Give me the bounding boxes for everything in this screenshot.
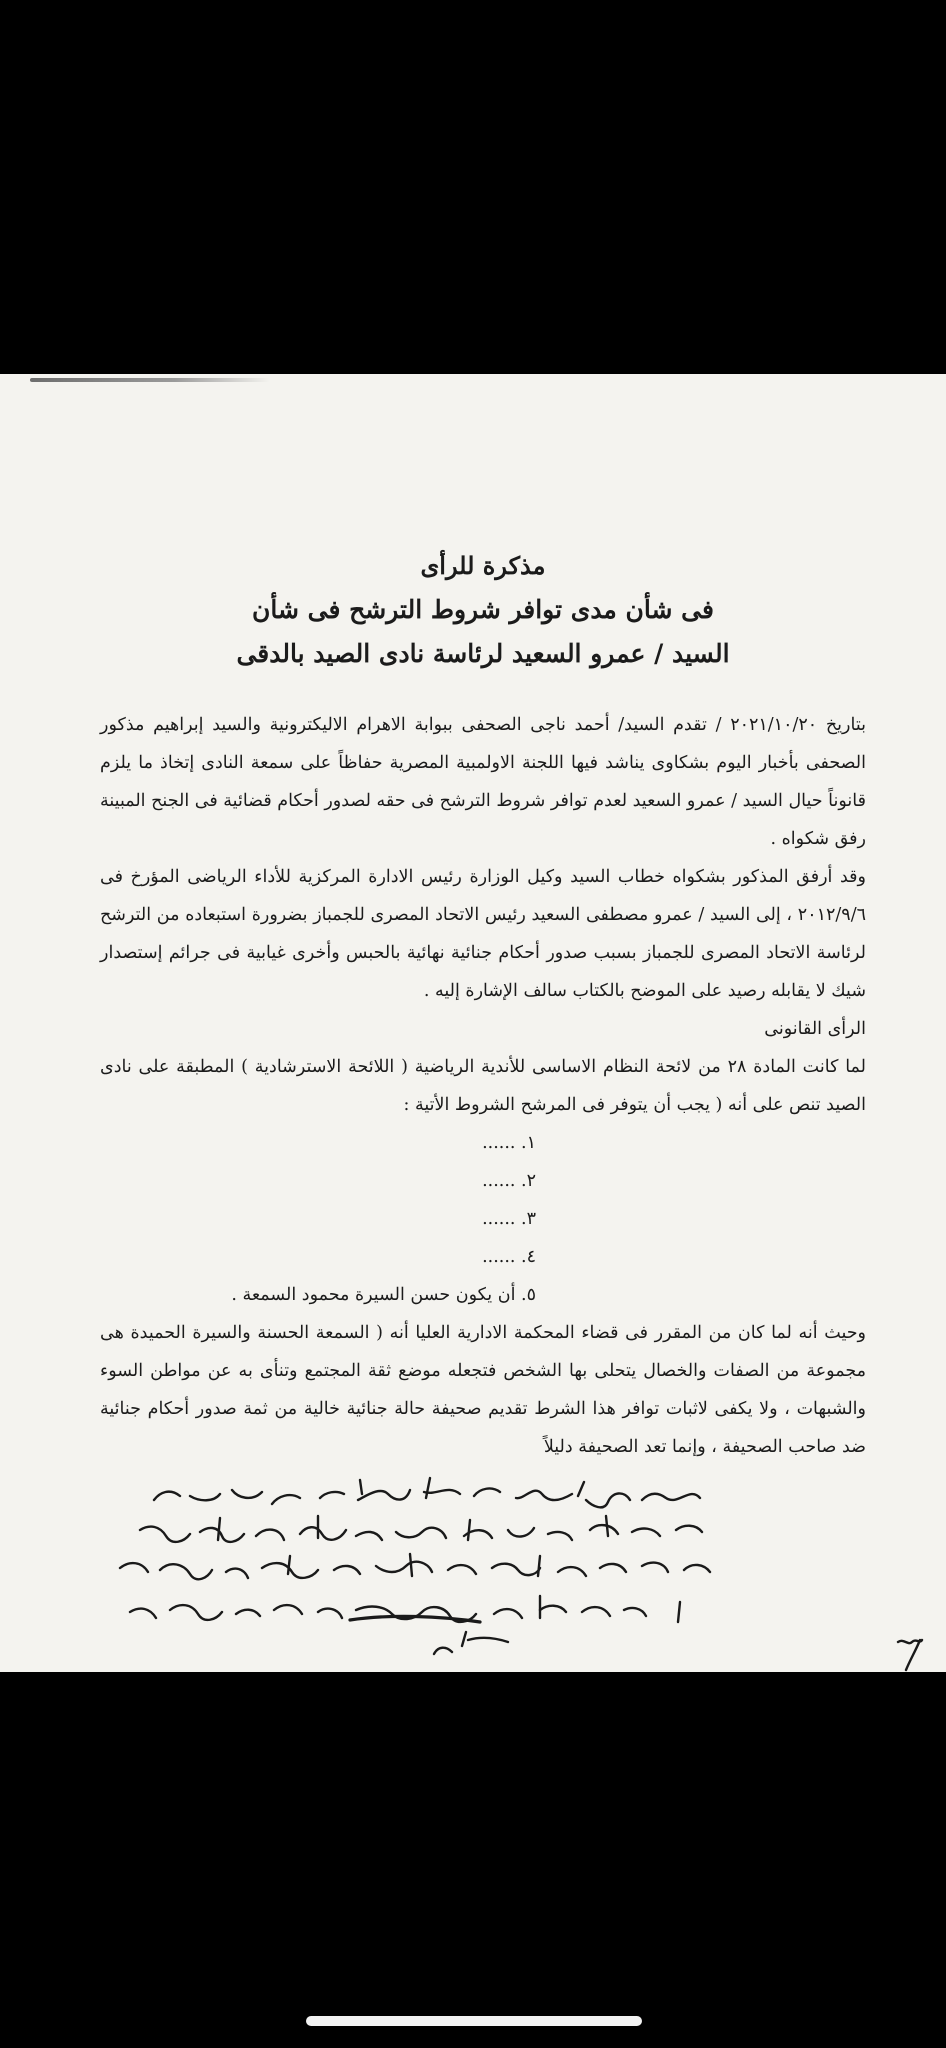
conditions-list	[100, 1124, 866, 1314]
memo-content	[100, 544, 866, 1466]
page-number-mark	[894, 1634, 924, 1672]
scanned-document-page[interactable]	[0, 374, 946, 1672]
paragraph-complaint: بتاريخ ٢٠٢١/١٠/٢٠ / تقدم السيد/ أحمد ناجى الصحفى ببوابة الاهرام الاليكترونية والسيد إبراهيم مذكور الصحفى بأخبار اليوم بشكاوى يناشد فيها اللجنة الاولمبية المصرية حفاظاً على سمعة النادى إتخاذ ما يلزم قانوناً حيال السيد / عمرو السعيد لعدم توافر شروط الترشح فى حقه لصدور أحكام قضائية فى الجنح المبينة رفق شكواه .	[100, 715, 866, 849]
paragraph-article-28: لما كانت المادة ٢٨ من لائحة النظام الاساسى للأندية الرياضية ( اللائحة الاسترشادية ) المطبقة على نادى الصيد تنص على أنه ( يجب أن يتوفر فى المرشح الشروط الأتية :	[100, 1057, 866, 1115]
memo-subtitle: فى شأن مدى توافر شروط الترشح فى شأن	[252, 595, 714, 624]
scan-edge-line	[30, 378, 270, 382]
condition-item: ٥. أن يكون حسن السيرة محمود السمعة .	[231, 1285, 536, 1305]
legal-opinion-heading: الرأى القانونى	[764, 1019, 866, 1039]
condition-item: ٣. ......	[482, 1209, 536, 1229]
condition-item: ٤. ......	[482, 1247, 536, 1267]
paragraph-attachment: وقد أرفق المذكور بشكواه خطاب السيد وكيل الوزارة رئيس الادارة المركزية للأداء الرياضى المؤرخ فى ٢٠١٢/٩/٦ ، إلى السيد / عمرو مصطفى السعيد رئيس الاتحاد المصرى للجمباز بضرورة استبعاده من الترشح لرئاسة الاتحاد المصرى للجمباز بسبب صدور أحكام جنائية نهائية بالحبس وأخرى غيابية فى جرائم إستصدار شيك لا يقابله رصيد على الموضح بالكتاب سالف الإشارة إليه .	[100, 867, 866, 1001]
handwritten-annotation	[0, 1464, 946, 1672]
memo-subject: السيد / عمرو السعيد لرئاسة نادى الصيد بالدقى	[236, 639, 730, 668]
condition-item: ٢. ......	[482, 1171, 536, 1191]
memo-title: مذكرة للرأى	[420, 551, 546, 580]
condition-item: ١. ......	[482, 1133, 536, 1153]
paragraph-court-ruling: وحيث أنه لما كان من المقرر فى قضاء المحكمة الادارية العليا أنه ( السمعة الحسنة والسيرة الحميدة هى مجموعة من الصفات والخصال يتحلى بها الشخص فتجعله موضع ثقة المجتمع وتنأى به عن مواطن السوء والشبهات ، ولا يكفى لاثبات توافر هذا الشرط تقديم صحيفة حالة جنائية خالية من ثمة صدور أحكام جنائية ضد صاحب الصحيفة ، وإنما تعد الصحيفة دليلاً	[100, 1323, 866, 1457]
home-indicator[interactable]	[306, 2016, 642, 2026]
